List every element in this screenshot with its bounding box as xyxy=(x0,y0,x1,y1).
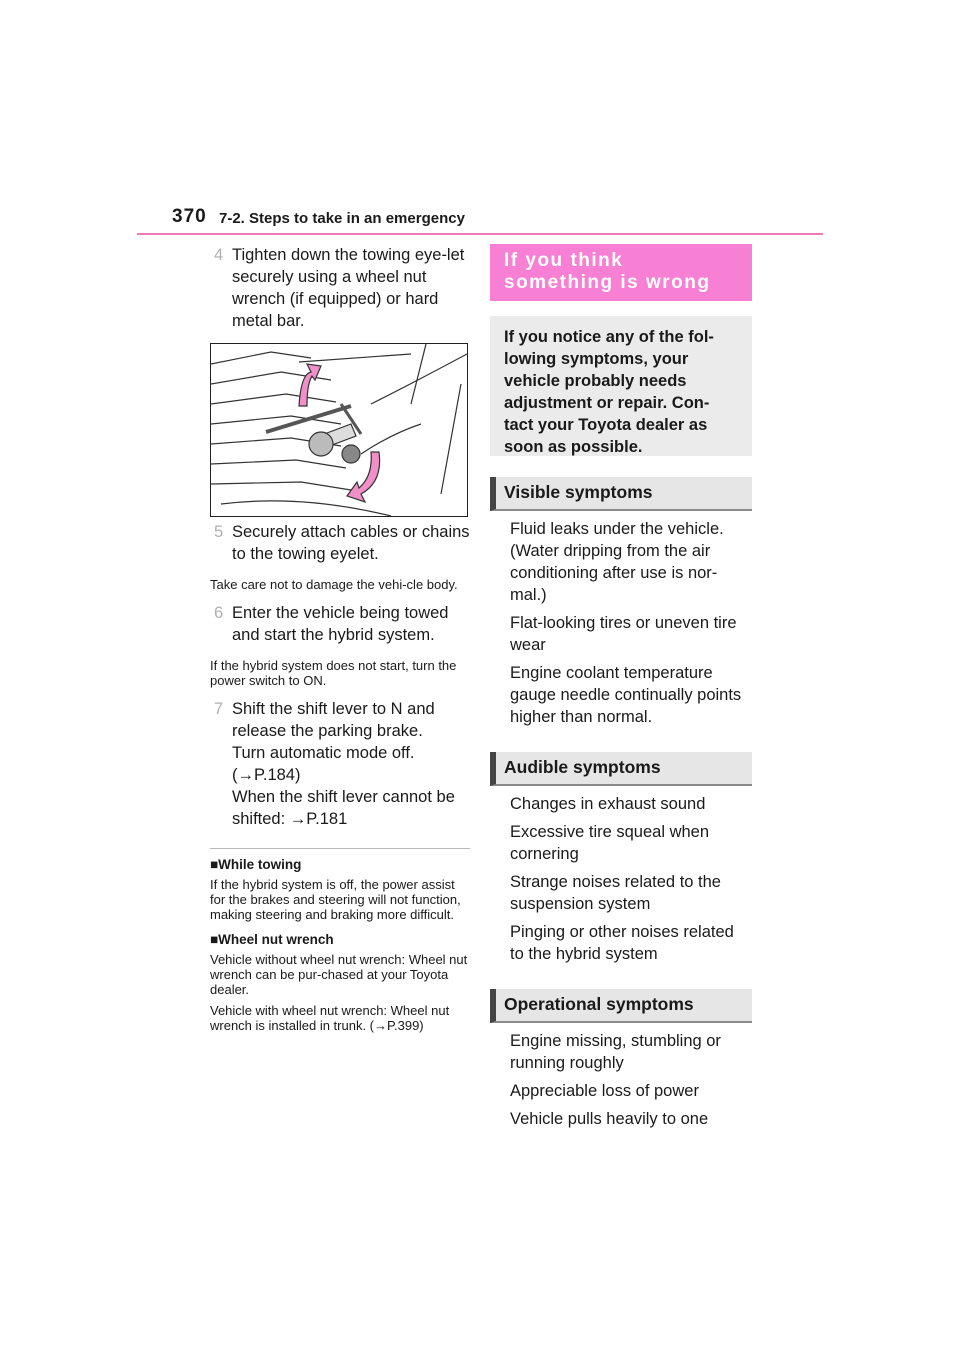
list-item-text: Vehicle pulls heavily to one xyxy=(510,1110,709,1128)
step-4 xyxy=(210,244,470,332)
step-5 xyxy=(210,521,470,565)
step-text: Securely attach cables or chains to the towing eyelet. xyxy=(232,523,470,563)
divider xyxy=(210,848,470,849)
visible-symptoms-list xyxy=(490,518,752,728)
list-item-text: Engine coolant temperature gauge needle continually points higher than normal. xyxy=(510,664,742,726)
note-step-6: If the hybrid system does not start, turn the power switch to ON. xyxy=(210,658,457,688)
list-item xyxy=(490,1030,752,1074)
list-item-text: Engine missing, stumbling or running roughly xyxy=(510,1032,721,1072)
visible-symptoms-heading: Visible symptoms xyxy=(490,477,752,511)
operational-symptoms-list xyxy=(490,1030,752,1130)
right-column xyxy=(490,244,752,1136)
list-item xyxy=(490,662,752,728)
audible-symptoms-heading: Audible symptoms xyxy=(490,752,752,786)
audible-symptoms-list xyxy=(490,793,752,965)
step-number: 4 xyxy=(214,246,224,264)
step-text-4: When the shift lever cannot be shifted: →P.181 xyxy=(232,788,455,828)
list-item xyxy=(490,518,752,606)
wheel-nut-wrench-text-1: Vehicle without wheel nut wrench: Wheel nut wrench can be pur-chased at your Toyota dealer. xyxy=(210,952,468,997)
section-title: 7-2. Steps to take in an emergency xyxy=(219,210,465,227)
note-step-5: Take care not to damage the vehi-cle body. xyxy=(210,577,458,592)
illustration-svg xyxy=(211,344,467,516)
list-item-text: Fluid leaks under the vehicle. (Water dripping from the air conditioning after use is nor-mal.) xyxy=(510,520,724,604)
list-item-text: Pinging or other noises related to the hybrid system xyxy=(510,923,734,963)
operational-symptoms-heading: Operational symptoms xyxy=(490,989,752,1023)
list-item xyxy=(490,821,752,865)
intro-box: If you notice any of the fol-lowing symptoms, your vehicle probably needs adjustment or repair. Con-tact your Toyota dealer as soon as possible. xyxy=(490,316,752,456)
list-item xyxy=(490,871,752,915)
step-text: Tighten down the towing eye-let securely using a wheel nut wrench (if equipped) or hard metal bar. xyxy=(232,246,465,330)
header-rule xyxy=(137,233,823,235)
step-6 xyxy=(210,602,470,646)
left-column xyxy=(210,244,470,1033)
list-item-text: Changes in exhaust sound xyxy=(510,795,706,813)
list-item-text: Excessive tire squeal when cornering xyxy=(510,823,710,863)
while-towing-heading: ■While towing xyxy=(210,857,302,872)
wheel-nut-wrench-heading: ■Wheel nut wrench xyxy=(210,932,334,947)
section-banner: If you think something is wrong xyxy=(490,244,752,301)
towing-eyelet-illustration xyxy=(210,343,468,517)
wheel-nut-wrench-text-2: Vehicle with wheel nut wrench: Wheel nut wrench is installed in trunk. (→P.399) xyxy=(210,1003,450,1033)
step-number: 7 xyxy=(214,700,224,718)
list-item xyxy=(490,793,752,815)
step-7 xyxy=(210,698,470,830)
list-item xyxy=(490,612,752,656)
list-item-text: Flat-looking tires or uneven tire wear xyxy=(510,614,737,654)
page-reference: (→P.184) xyxy=(232,766,301,784)
step-number: 6 xyxy=(214,604,224,622)
list-item xyxy=(490,921,752,965)
step-text-2: Turn automatic mode off. xyxy=(232,744,415,762)
step-text: Enter the vehicle being towed and start the hybrid system. xyxy=(232,604,449,644)
step-number: 5 xyxy=(214,523,224,541)
list-item-text: Strange noises related to the suspension system xyxy=(510,873,721,913)
list-item xyxy=(490,1108,752,1130)
while-towing-text: If the hybrid system is off, the power assist for the brakes and steering will not function, making steering and braking more difficult. xyxy=(210,877,461,922)
list-item xyxy=(490,1080,752,1102)
step-text-1: Shift the shift lever to N and release the parking brake. xyxy=(232,700,435,740)
page-number: 370 xyxy=(172,206,207,227)
list-item-text: Appreciable loss of power xyxy=(510,1082,699,1100)
